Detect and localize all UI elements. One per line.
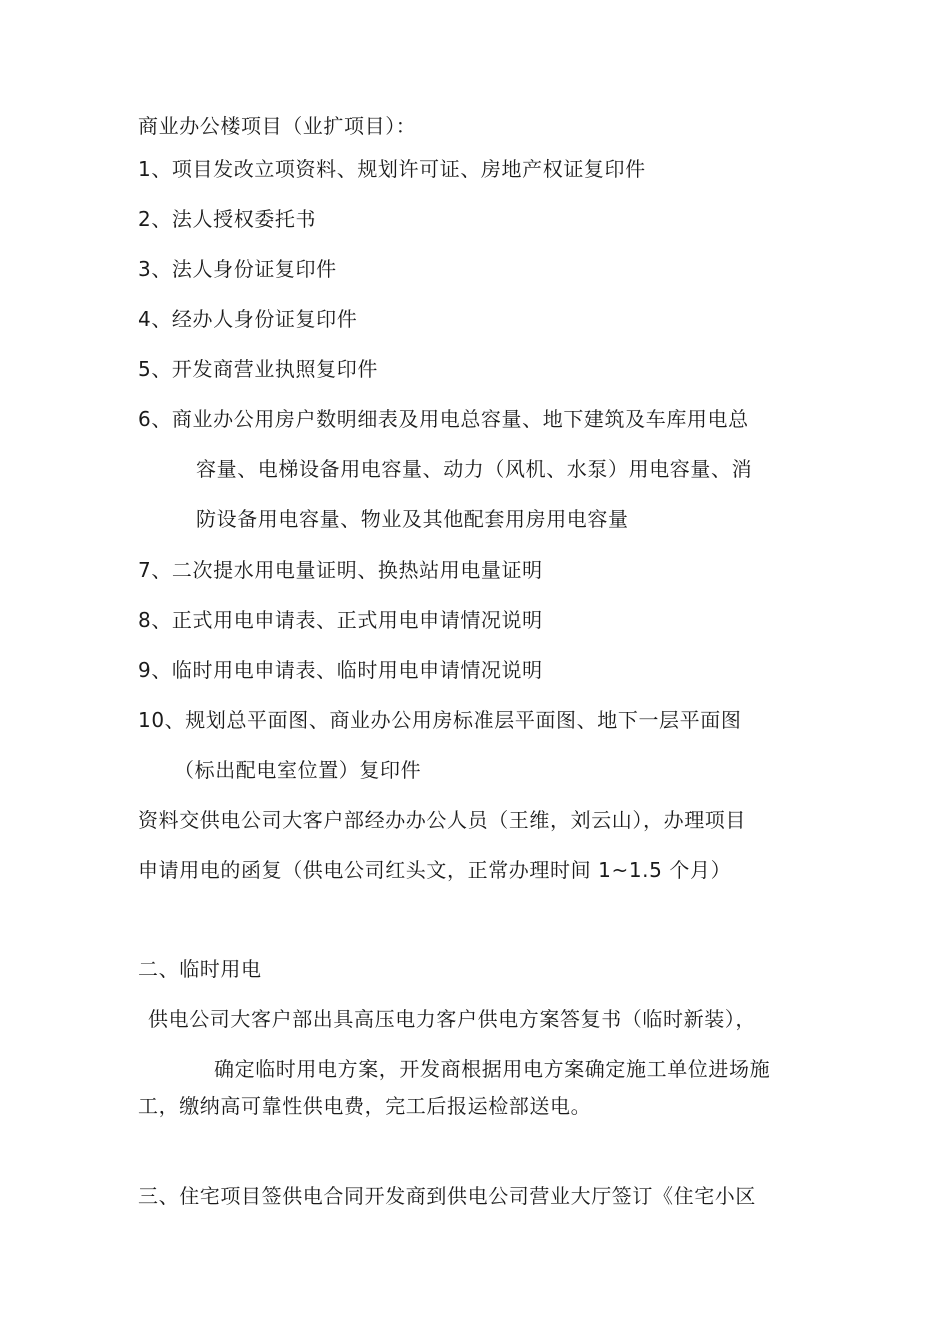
section2-paragraph: 确定临时用电方案，开发商根据用电方案确定施工单位进场施 — [214, 1057, 771, 1081]
section2-paragraph: 工，缴纳高可靠性供电费，完工后报运检部送电。 — [138, 1094, 592, 1118]
list-item: 1、项目发改立项资料、规划许可证、房地产权证复印件 — [138, 157, 646, 181]
list-item: 8、正式用电申请表、正式用电申请情况说明 — [138, 608, 543, 632]
section1-heading: 商业办公楼项目（业扩项目）： — [138, 114, 417, 138]
list-item-continuation: 防设备用电容量、物业及其他配套用房用电容量 — [196, 507, 629, 531]
list-item-continuation: （标出配电室位置）复印件 — [174, 758, 422, 782]
list-item: 7、二次提水用电量证明、换热站用电量证明 — [138, 558, 543, 582]
list-item: 10、规划总平面图、商业办公用房标准层平面图、地下一层平面图 — [138, 708, 742, 732]
section3-heading: 三、住宅项目签供电合同开发商到供电公司营业大厅签订《住宅小区 — [138, 1184, 756, 1208]
section1-note: 资料交供电公司大客户部经办办公人员（王维，刘云山），办理项目 — [138, 808, 746, 832]
list-item: 2、法人授权委托书 — [138, 207, 317, 231]
list-item-continuation: 容量、电梯设备用电容量、动力（风机、水泵）用电容量、消 — [196, 457, 753, 481]
section2-paragraph: 供电公司大客户部出具高压电力客户供电方案答复书（临时新装）， — [148, 1007, 756, 1031]
list-item: 9、临时用电申请表、临时用电申请情况说明 — [138, 658, 543, 682]
list-item: 6、商业办公用房户数明细表及用电总容量、地下建筑及车库用电总 — [138, 407, 749, 431]
list-item: 5、开发商营业执照复印件 — [138, 357, 378, 381]
list-item: 3、法人身份证复印件 — [138, 257, 337, 281]
list-item: 4、经办人身份证复印件 — [138, 307, 358, 331]
section2-heading: 二、临时用电 — [138, 957, 262, 981]
section1-note: 申请用电的函复（供电公司红头文，正常办理时间 1~1.5 个月） — [138, 858, 732, 882]
